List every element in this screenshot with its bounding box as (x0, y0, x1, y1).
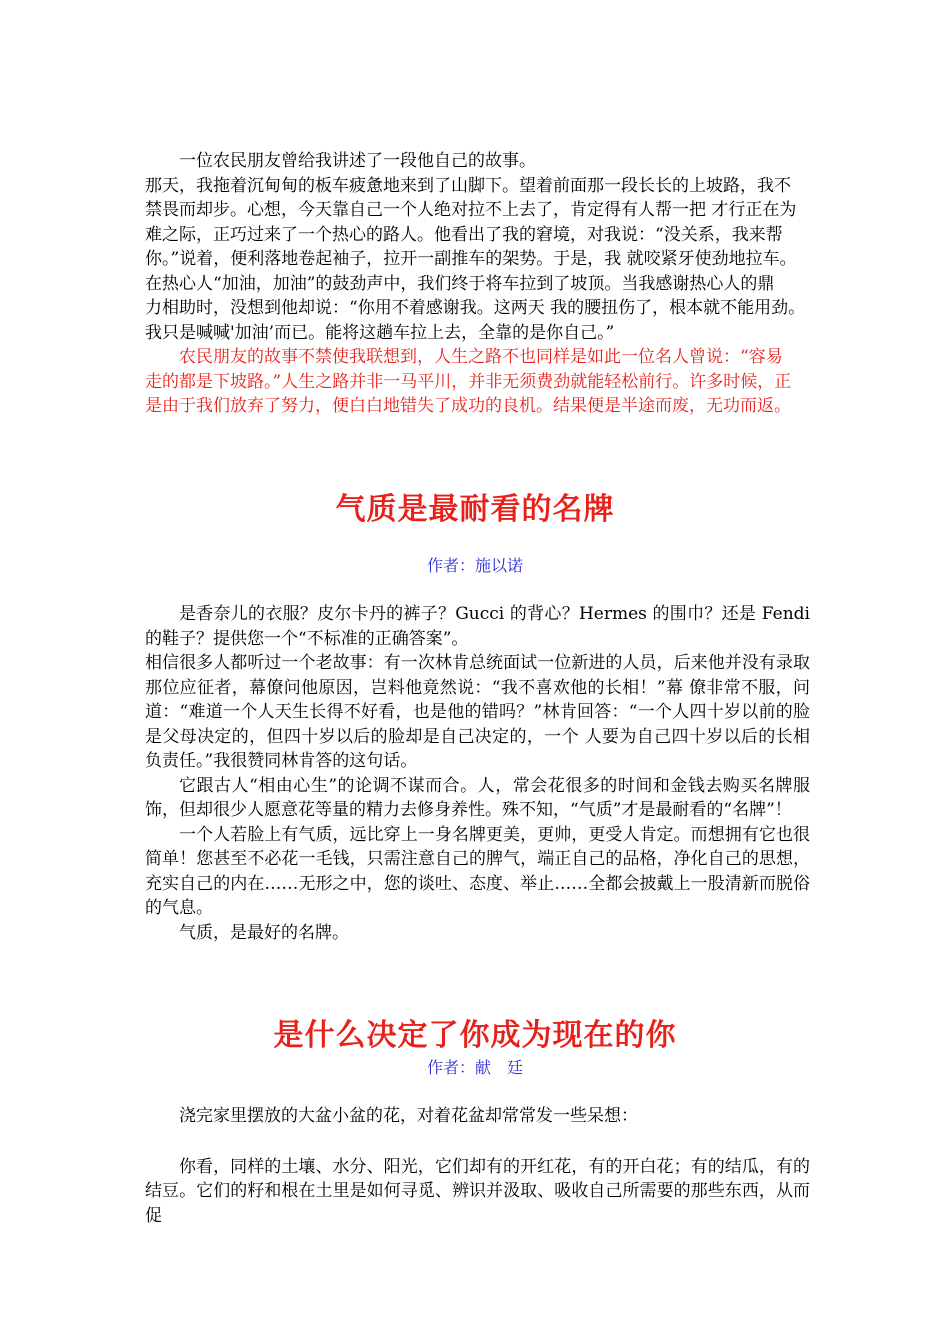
story1-red-line: 走的都是下坡路。”人生之路并非一马平川，并非无须费劲就能轻松前行。许多时候，正 (145, 371, 792, 392)
article2-paragraph: 气质，是最好的名牌。 (179, 922, 349, 943)
story1-line: 禁畏而却步。心想，今天靠自己一个人绝对拉不上去了，肯定得有人帮一把 才行正在为 (145, 200, 797, 220)
article3-author: 作者：献 廷 (426, 1058, 523, 1077)
article3-paragraph: 浇完家里摆放的大盆小盆的花，对着花盆却常常发一些呆想： (179, 1106, 638, 1126)
story1-line: 我只是喊喊'加油’而已。能将这趟车拉上去，全靠的是你自己。” (145, 322, 615, 343)
story1-line: 你。”说着，便利落地卷起袖子，拉开一副推车的架势。于是，我 就咬紧牙使劲地拉车。 (145, 249, 797, 269)
story1-red-line: 农民朋友的故事不禁使我联想到，人生之路不也同样是如此一位名人曾说：“容易 (145, 347, 783, 367)
article2-author: 作者：施以诺 (426, 556, 523, 575)
story1-line: 一位农民朋友曾给我讲述了一段他自己的故事。 (145, 151, 536, 171)
story1-line: 那天，我拖着沉甸甸的板车疲惫地来到了山脚下。望着前面那一段长长的上坡路，我不 (145, 175, 791, 196)
story1-red-line: 是由于我们放弃了努力，便白白地错失了成功的良机。结果便是半途而废，无功而返。 (145, 396, 791, 416)
article2-paragraph: 一个人若脸上有气质，远比穿上一身名牌更美，更帅，更受人肯定。而想拥有它也很简单！您甚至不必花一毛钱，只需注意自己的脾气，端正自己的品格，净化自己的思想，充实自己的内在……无形之中，您的谈吐、态度、举止……全都会披戴上一股清新而脱俗的气息。 (145, 824, 810, 918)
article2-body (145, 602, 810, 945)
story1-line: 力相助时，没想到他却说：“你用不着感谢我。这两天 我的腰扭伤了，根本就不能用劲。 (145, 298, 806, 318)
story1-text (145, 149, 810, 419)
article2-title: 气质是最耐看的名牌 (335, 492, 615, 527)
story1-line: 在热心人“加油，加油”的鼓劲声中，我们终于将车拉到了坡顶。当我感谢热心人的鼎 (145, 273, 775, 294)
article3-title: 是什么决定了你成为现在的你 (273, 1018, 677, 1053)
article3-body (145, 1104, 810, 1228)
story1-line: 难之际，正巧过来了一个热心的路人。他看出了我的窘境，对我说：“没关系，我来帮 (145, 224, 783, 245)
article2-paragraph: 相信很多人都听过一个老故事：有一次林肯总统面试一位新进的人员，后来他并没有录取那位应征者，幕僚问他原因，岂料他竟然说：“我不喜欢他的长相！”幕 僚非常不服，问道：“难道一个人天生长得不好看，也是他的错吗？”林肯回答：“一个人四十岁以前的脸是父母决定的，但四十岁以后的脸却是自己决定的，一个 人要为自己四十岁以后的长相负责任。”我很赞同林肯答的这句话。 (145, 653, 810, 771)
article2-paragraph: 它跟古人“相由心生”的论调不谋而合。人，常会花很多的时间和金钱去购买名牌服饰，但却很少人愿意花等量的精力去修身养性。殊不知，“气质”才是最耐看的“名牌”！ (145, 775, 810, 820)
article2-paragraph: 是香奈儿的衣服？皮尔卡丹的裤子？Gucci 的背心？Hermes 的围巾？还是 Fendi 的鞋子？提供您一个“不标准的正确答案”。 (145, 604, 810, 649)
article3-paragraph: 你看，同样的土壤、水分、阳光，它们却有的开红花，有的开白花；有的结瓜，有的结豆。它们的籽和根在土里是如何寻觅、辨识并汲取、吸收自己所需要的那些东西，从而促 (145, 1156, 810, 1226)
